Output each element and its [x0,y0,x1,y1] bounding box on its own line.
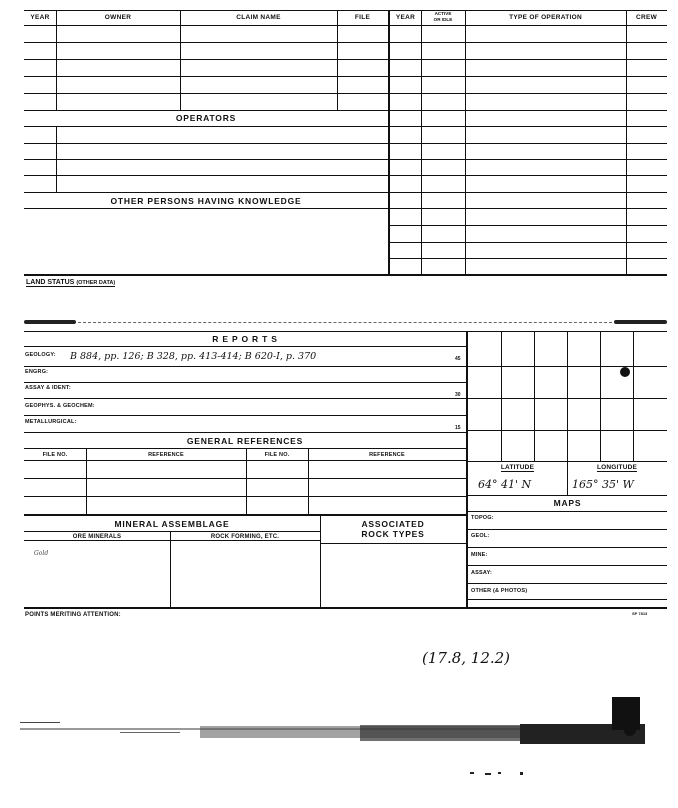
gr-file-no-2: FILE NO. [264,452,290,458]
scan-mark-left [24,320,76,324]
col-owner: OWNER [104,14,132,21]
associated-rock-types [320,519,466,539]
col-claim-name: CLAIM NAME [236,14,281,21]
col-active-line2: OR IDLE [433,17,453,22]
engrg-label: ENGRG: [25,369,49,375]
associated-line2: ROCK TYPES [361,529,425,539]
associated-line1: ASSOCIATED [361,519,425,529]
col-type-of-operation: TYPE OF OPERATION [509,14,582,21]
latitude-label [468,464,567,471]
maps-other-label: OTHER (& PHOTOS) [471,588,528,594]
col-year: YEAR [30,14,50,21]
geology-value: B 884, pp. 126; B 328, pp. 413-414; B 620-I, p. 370 [70,351,317,362]
geophys-label: GEOPHYS. & GEOCHEM: [25,403,95,409]
maps-mine-label: MINE: [471,552,488,558]
maps-title: MAPS [553,498,582,508]
latitude-label-text: LATITUDE [500,464,535,471]
scan-dash [78,322,612,323]
points-meriting-label: POINTS MERITING ATTENTION: [25,612,121,618]
gr-reference-2: REFERENCE [369,452,405,458]
longitude-value: 165° 35' W [572,478,634,491]
maps-geol-label: GEOL: [471,533,490,539]
grid-coordinates: (17.8, 12.2) [422,649,511,667]
col-file: FILE [354,14,371,21]
geology-label: GEOLOGY: [25,352,56,358]
mineral-assemblage-title: MINERAL ASSEMBLAGE [114,519,230,529]
col-crew: CREW [635,14,658,21]
location-dot-icon [620,367,630,377]
metallurgical-label: METALLURGICAL: [25,419,77,425]
assay-num: 30 [455,392,461,398]
metallurgical-num: 15 [455,425,461,431]
land-status-sub: (OTHER DATA) [76,280,116,286]
latitude-value: 64° 41' N [478,478,532,491]
ore-minerals-label: ORE MINERALS [24,534,170,541]
land-status-text: LAND STATUS [26,279,75,286]
ore-value: Gold [34,550,49,557]
rock-forming-label: ROCK FORMING, ETC. [170,534,320,541]
scan-mark-right [614,320,667,324]
operators-label: OPERATORS [175,113,237,123]
form-code: SP 7813 [632,611,648,616]
assay-label: ASSAY & IDENT: [25,385,71,391]
gr-file-no-1: FILE NO. [42,452,68,458]
gr-reference-1: REFERENCE [148,452,184,458]
maps-topog-label: TOPOG: [471,515,494,521]
scan-noise-band [0,690,678,808]
longitude-label [567,464,667,471]
col-active-line1: ACTIVE [434,11,452,16]
longitude-label-text: LONGITUDE [596,464,638,471]
general-references-title: GENERAL REFERENCES [186,436,304,446]
maps-assay-label: ASSAY: [471,570,493,576]
geology-num: 45 [455,356,461,362]
other-persons-label: OTHER PERSONS HAVING KNOWLEDGE [110,196,302,206]
col-active-or-idle [421,11,465,23]
col-year-2: YEAR [395,14,416,21]
reports-title: R E P O R T S [212,334,278,344]
land-status-label [26,279,115,287]
